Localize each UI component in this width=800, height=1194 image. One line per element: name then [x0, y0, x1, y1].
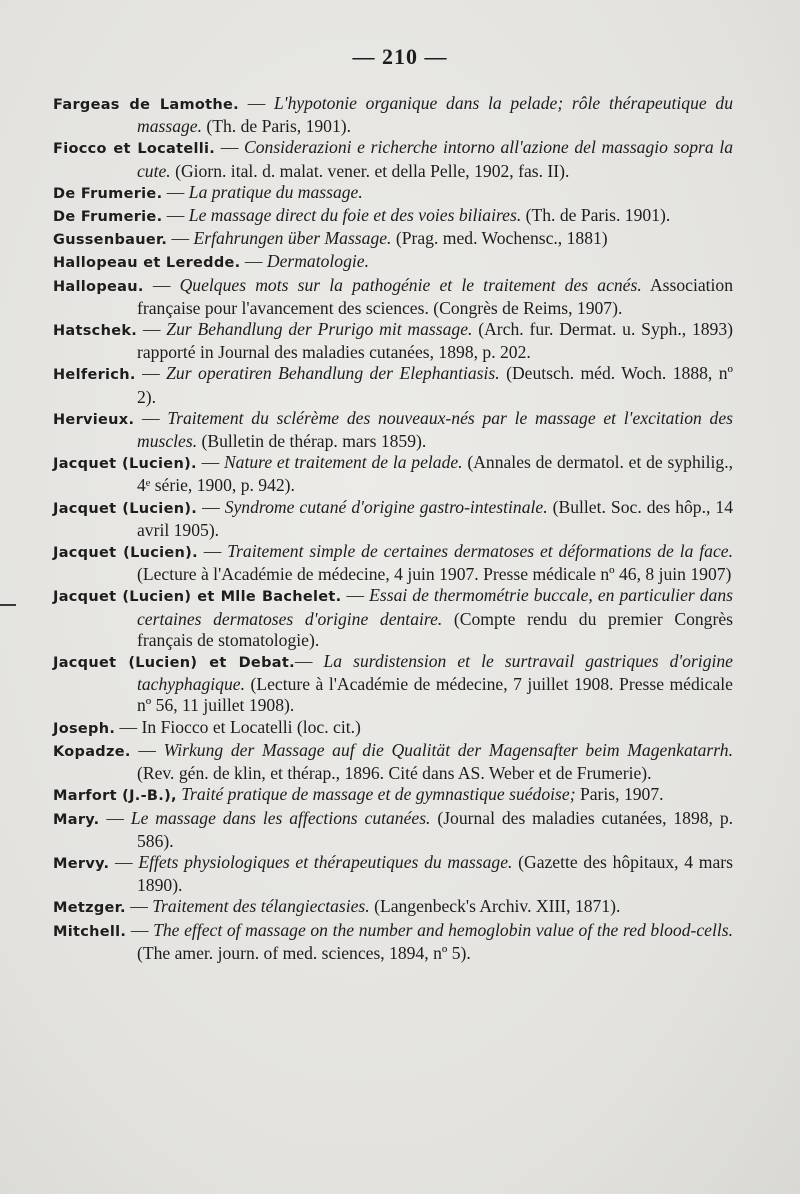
entry-separator: — [196, 452, 224, 473]
entry-separator: — [134, 407, 168, 428]
entry-details: (Prag. med. Wochensc., 1881) [391, 228, 608, 249]
bibliography-entry [53, 784, 733, 807]
entry-author: Metzger. [53, 900, 126, 917]
entry-title: Le massage direct du foie et des voies biliaires. [188, 205, 522, 226]
entry-author: Hallopeau. [53, 278, 144, 295]
entry-title: La pratique du massage. [188, 181, 363, 202]
entry-author: Hervieux. [53, 411, 135, 428]
entry-separator: — [125, 896, 153, 917]
entry-author: Jacquet (Lucien) et Mlle Bachelet. [53, 589, 342, 606]
entry-details: (Compte rendu du premier Congrès français de stomatologie). [137, 608, 733, 650]
entry-separator: — [115, 716, 142, 737]
entry-separator: — [109, 851, 139, 872]
bibliography-entry [53, 319, 733, 363]
entry-title: Nature et traitement de la pelade. [223, 452, 463, 473]
entry-separator: — [215, 137, 244, 158]
bibliography-entry [53, 363, 733, 407]
entry-details: (Arch. fur. Dermat. u. Syph., 1893) rapporté in Journal des maladies cutanées, 1898, p. 202. [137, 319, 733, 363]
entry-details: (Gazette des hôpitaux, 4 mars 1890). [137, 851, 733, 896]
entry-author: Jacquet (Lucien). [53, 456, 197, 473]
entry-author: De Frumerie. [53, 185, 163, 202]
entry-separator: — [240, 251, 267, 272]
entry-title: Traitement simple de certaines dermatoses et déformations de la face. [227, 541, 733, 562]
entry-details: (Th. de Paris. 1901). [521, 205, 671, 226]
bibliography-entry [53, 740, 733, 784]
entry-details: (Deutsch. méd. Woch. 1888, nº 2). [137, 363, 734, 407]
bibliography-entry [53, 852, 733, 896]
entry-separator: — [162, 205, 189, 226]
entry-separator: — [197, 496, 225, 517]
entry-author: Kopadze. [53, 743, 131, 760]
entry-author: Joseph. [53, 720, 116, 737]
entry-separator: — [143, 274, 180, 295]
entry-title: Traitement du sclérème des nouveaux-nés par le massage et l'excitation des muscles. [137, 407, 733, 452]
entry-separator: — [99, 807, 131, 828]
entry-author: Jacquet (Lucien). [53, 545, 198, 562]
entry-title: La surdistension et le surtravail gastriques d'origine tachyphagique. [137, 651, 733, 695]
bibliography-entry [53, 920, 733, 964]
entry-author: Gussenbauer. [53, 232, 168, 249]
entry-author: Mary. [53, 811, 100, 828]
bibliography-entry [53, 651, 733, 717]
bibliography-list [53, 93, 733, 964]
entry-separator: — [294, 651, 324, 672]
entry-author: Helferich. [53, 367, 136, 384]
entry-separator: — [341, 585, 370, 606]
entry-details: (The amer. journ. of med. sciences, 1894, nº 5). [137, 942, 471, 963]
entry-title: Traitement des télangiectasies. [152, 896, 370, 917]
entry-title: Zur Behandlung der Prurigo mit massage. [166, 319, 473, 340]
entry-separator: — [130, 739, 164, 760]
entry-title: Effets physiologiques et thérapeutiques du massage. [138, 851, 513, 872]
entry-details: (Bullet. Soc. des hôp., 14 avril 1905). [137, 496, 734, 540]
entry-details: (Langenbeck's Archiv. XIII, 1871). [369, 896, 621, 917]
entry-title: Dermatologie. [266, 251, 369, 272]
entry-author: Mervy. [53, 855, 110, 872]
entry-details: (Th. de Paris, 1901). [202, 116, 352, 137]
entry-details: (Lecture à l'Académie de médecine, 4 juin 1907. Presse médicale nº 46, 8 juin 1907) [137, 564, 732, 585]
bibliography-entry [53, 251, 733, 274]
entry-author: Jacquet (Lucien). [53, 500, 198, 517]
bibliography-entry [53, 896, 733, 919]
page-number: — 210 — [352, 44, 448, 69]
entry-details: Association française pour l'avancement des sciences. (Congrès de Reims, 1907). [137, 274, 734, 318]
entry-title: Zur operatiren Behandlung der Elephantiasis. [166, 363, 500, 384]
bibliography-entry [53, 228, 733, 251]
entry-title: Wirkung der Massage auf die Qualität der Magensafter beim Magenkatarrh. [163, 739, 733, 760]
bibliography-entry [53, 452, 733, 496]
bibliography-entry [53, 182, 733, 205]
entry-author: Jacquet (Lucien) et Debat. [53, 655, 295, 672]
entry-details: (Bulletin de thérap. mars 1859). [197, 431, 427, 452]
entry-title: Syndrome cutané d'origine gastro-intestinale. [224, 496, 548, 517]
entry-separator: — [197, 541, 228, 562]
entry-details: In Fiocco et Locatelli (loc. cit.) [141, 716, 361, 737]
entry-title: Considerazioni e richerche intorno all'azione del massagio sopra la cute. [137, 137, 734, 181]
entry-author: Fargeas de Lamothe. [53, 97, 239, 113]
entry-separator: — [162, 181, 189, 202]
entry-title: Quelques mots sur la pathogénie et le traitement des acnés. [179, 274, 642, 295]
margin-mark [0, 604, 16, 606]
entry-author: Fiocco et Locatelli. [53, 141, 216, 158]
bibliography-entry [53, 717, 733, 740]
entry-title: Erfahrungen über Massage. [193, 228, 392, 249]
bibliography-entry [53, 275, 733, 319]
bibliography-entry [53, 408, 733, 452]
entry-title: The effect of massage on the number and hemoglobin value of the red blood-cells. [153, 919, 733, 940]
entry-separator: — [135, 363, 167, 384]
bibliography-entry [53, 497, 733, 541]
bibliography-entry [53, 585, 733, 651]
entry-separator: — [126, 919, 154, 940]
bibliography-entry [53, 137, 733, 181]
bibliography-entry [53, 808, 733, 852]
entry-separator: — [137, 319, 167, 340]
entry-author: De Frumerie. [53, 209, 163, 226]
entry-details: (Giorn. ital. d. malat. vener. et della Pelle, 1902, fas. II). [170, 160, 570, 181]
entry-details: Paris, 1907. [575, 784, 664, 805]
entry-author: Mitchell. [53, 923, 127, 940]
entry-details: (Lecture à l'Académie de médecine, 7 juillet 1908. Presse médicale nº 56, 11 juillet 1908). [137, 674, 733, 716]
entry-details: (Rev. gén. de klin, et thérap., 1896. Cité dans AS. Weber et de Frumerie). [137, 763, 652, 784]
entry-separator: — [238, 93, 275, 113]
entry-details: (Annales de dermatol. et de syphilig., 4ᵉ série, 1900, p. 942). [137, 452, 734, 496]
entry-title: Traité pratique de massage et de gymnastique suédoise; [181, 784, 576, 805]
entry-author: Hallopeau et Leredde. [53, 255, 241, 272]
entry-separator: — [167, 228, 194, 249]
entry-title: Le massage dans les affections cutanées. [130, 807, 431, 828]
entry-author: Hatschek. [53, 323, 138, 340]
entry-title: L'hypotonie organique dans la pelade; rôle thérapeutique du massage. [137, 93, 734, 137]
entry-author: Marfort (J.-B.), [53, 788, 177, 805]
bibliography-entry [53, 205, 733, 228]
entry-title: Essai de thermométrie buccale, en particulier dans certaines dermatoses d'origine dentaire. [137, 585, 733, 629]
bibliography-entry [53, 541, 733, 585]
bibliography-entry [53, 93, 733, 137]
entry-details: (Journal des maladies cutanées, 1898, p. 586). [137, 807, 734, 851]
